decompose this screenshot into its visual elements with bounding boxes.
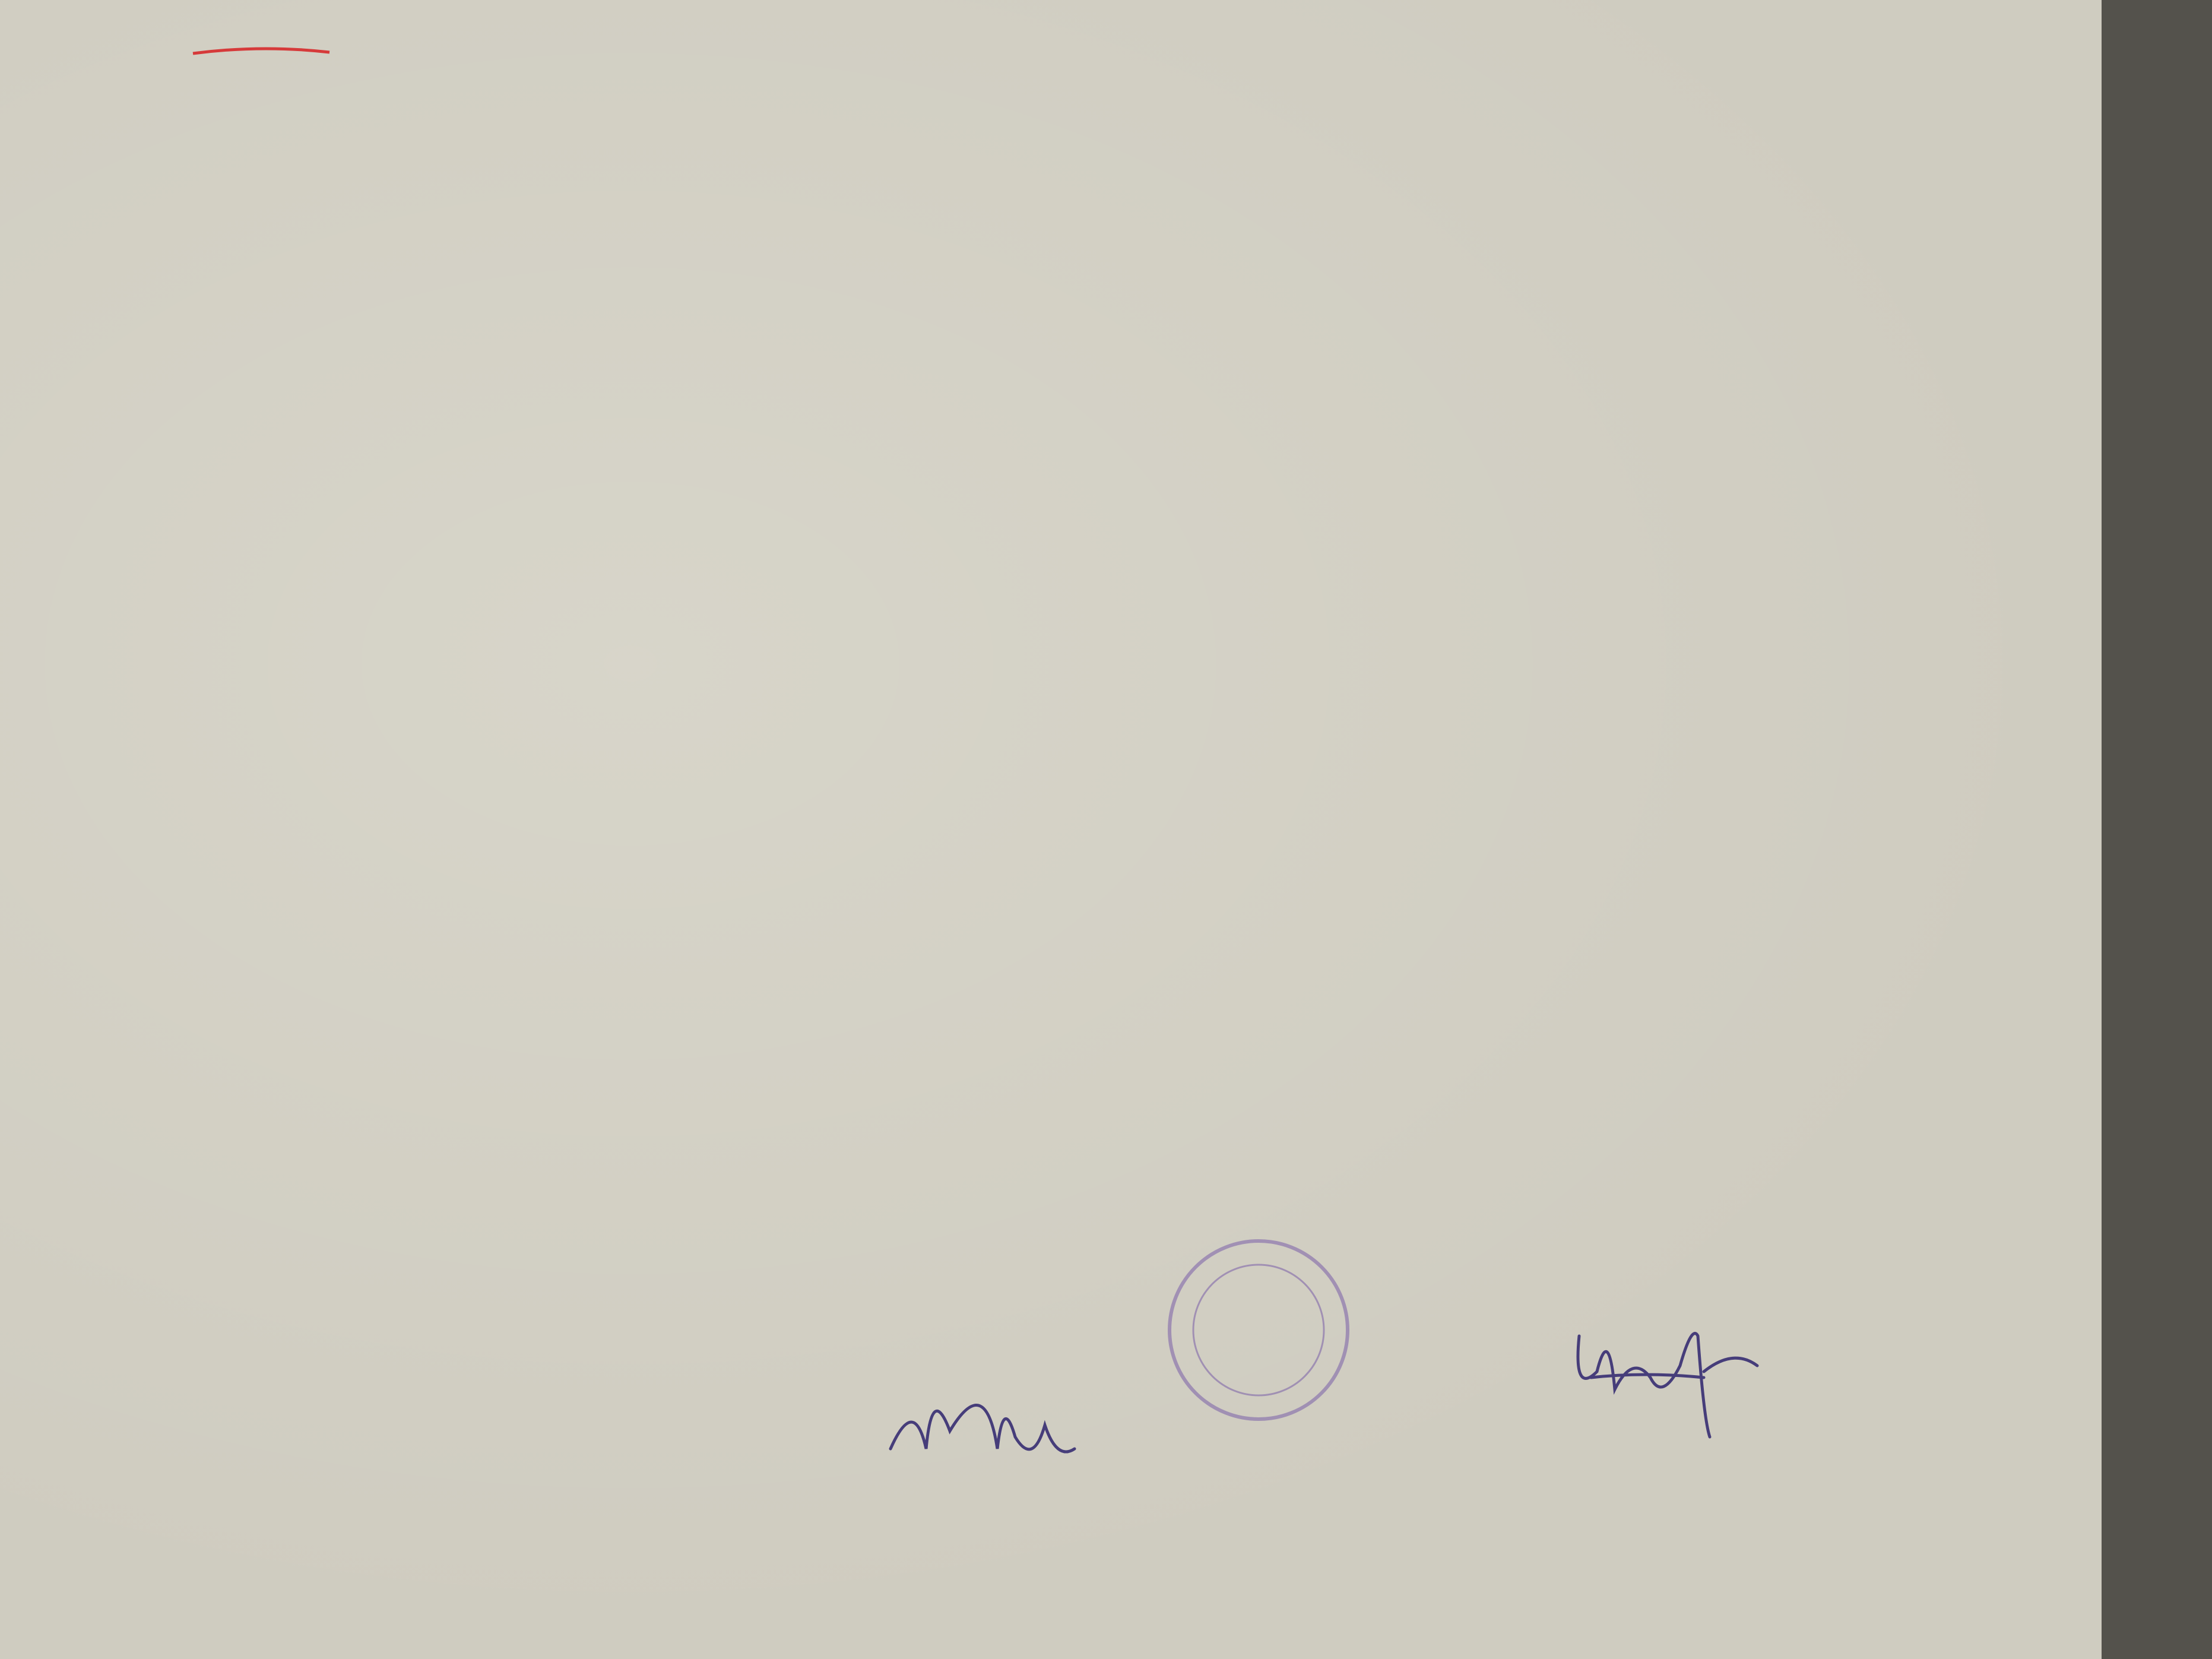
official-stamp bbox=[1158, 1229, 1359, 1431]
page-edge-shadow bbox=[2102, 0, 2212, 1659]
chief-signature bbox=[879, 1360, 1104, 1478]
authorized-signature bbox=[1555, 1300, 1781, 1455]
